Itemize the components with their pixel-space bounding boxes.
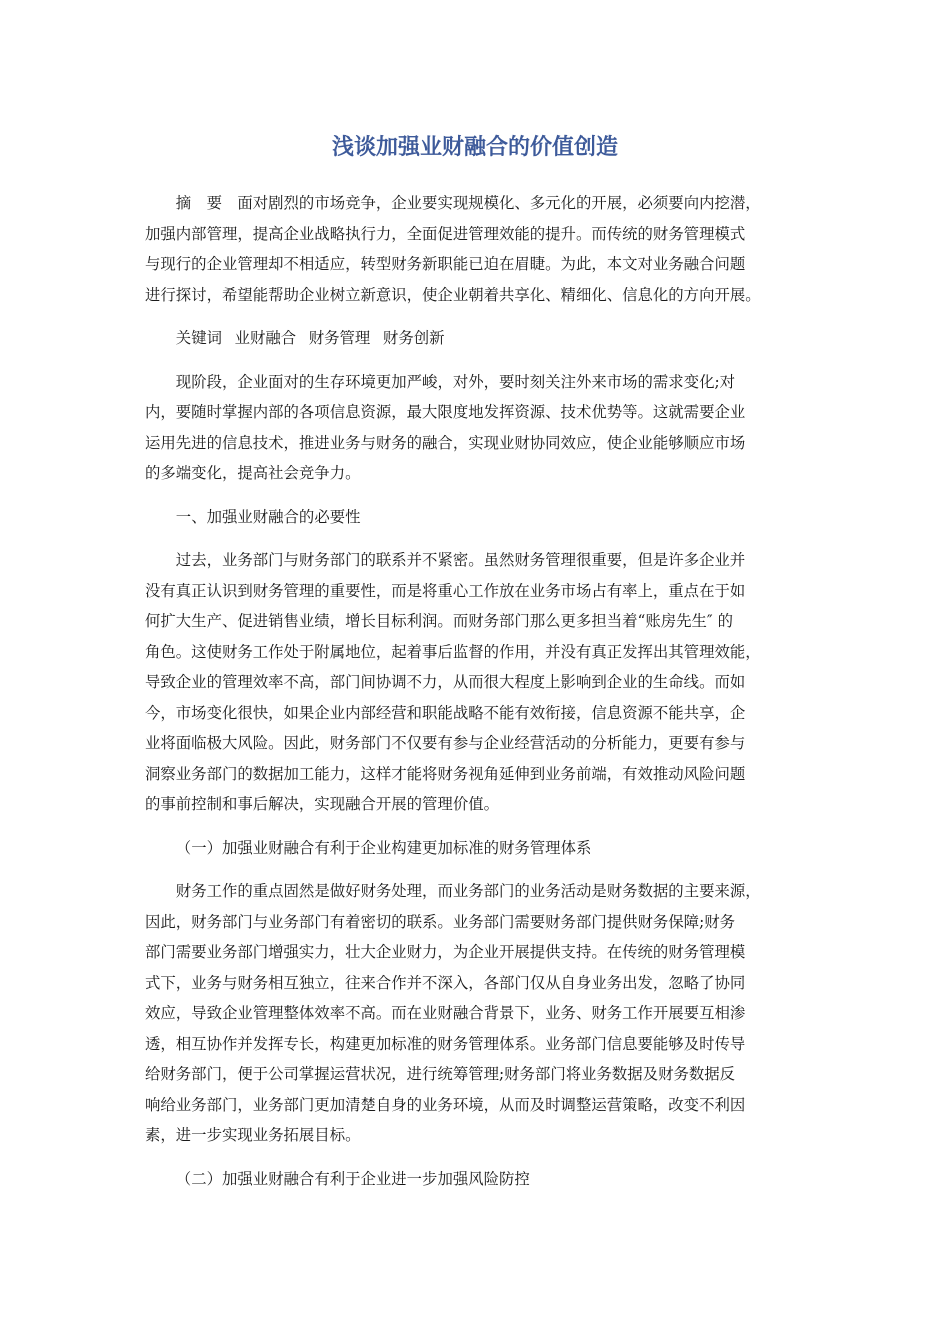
keywords-label: 关键词 <box>175 329 222 347</box>
text-line: 加强内部管理，提高企业战略执行力，全面促进管理效能的提升。而传统的财务管理模式 <box>145 224 746 243</box>
text-line: 式下，业务与财务相互独立，往来合作并不深入，各部门仅从自身业务出发，忽略了协同 <box>145 973 746 992</box>
subsection-heading: （二）加强业财融合有利于企业进一步加强风险防控 <box>175 1169 530 1188</box>
text-line: 摘 要 面对剧烈的市场竞争，企业要实现规模化、多元化的开展，必须要向内挖潜， <box>175 194 761 212</box>
text-line: 与现行的企业管理却不相适应，转型财务新职能已迫在眉睫。为此，本文对业务融合问题 <box>145 255 746 273</box>
text-line: 效应，导致企业管理整体效率不高。而在业财融合背景下，业务、财务工作开展要互相渗 <box>145 1004 746 1022</box>
text-line: 现阶段，企业面对的生存环境更加严峻，对外，要时刻关注外来市场的需求变化;对 <box>175 372 736 391</box>
text-line: 业将面临极大风险。因此，财务部门不仅要有参与企业经营活动的分析能力，更要有参与 <box>145 734 746 752</box>
text-line: 导致企业的管理效率不高，部门间协调不力，从而很大程度上影响到企业的生命线。而如 <box>145 673 746 691</box>
text-line: 内，要随时掌握内部的各项信息资源，最大限度地发挥资源、技术优势等。这就需要企业 <box>145 403 746 421</box>
text-line: 给财务部门，便于公司掌握运营状况，进行统筹管理;财务部门将业务数据及财务数据反 <box>145 1065 736 1083</box>
text-line: 响给业务部门，业务部门更加清楚自身的业务环境，从而及时调整运营策略，改变不利因 <box>145 1095 746 1114</box>
intro-paragraph <box>145 367 805 489</box>
text-line: 没有真正认识到财务管理的重要性，而是将重心工作放在业务市场占有率上，重点在于如 <box>145 581 746 600</box>
keyword: 财务管理 <box>308 329 371 347</box>
text-line: 的事前控制和事后解决，实现融合开展的管理价值。 <box>145 795 499 813</box>
text-line: 过去，业务部门与财务部门的联系并不紧密。虽然财务管理很重要，但是许多企业并 <box>175 551 746 569</box>
document-page <box>145 130 805 1207</box>
document-title: 浅谈加强业财融合的价值创造 <box>331 135 618 160</box>
text-line: 的多端变化，提高社会竞争力。 <box>145 464 361 482</box>
keyword: 财务创新 <box>382 329 445 347</box>
text-line: 角色。这使财务工作处于附属地位，起着事后监督的作用，并没有真正发挥出其管理效能， <box>145 642 761 661</box>
text-line: 素，进一步实现业务拓展目标。 <box>145 1126 361 1144</box>
text-line: 因此，财务部门与业务部门有着密切的联系。业务部门需要财务部门提供财务保障;财务 <box>145 912 736 931</box>
text-line: 进行探讨，希望能帮助企业树立新意识，使企业朝着共享化、精细化、信息化的方向开展。 <box>145 285 761 304</box>
subsection-heading: （一）加强业财融合有利于企业构建更加标准的财务管理体系 <box>175 838 592 857</box>
text-line: 何扩大生产、促进销售业绩，增长目标利润。而财务部门那么更多担当着“账房先生″ 的 <box>145 612 733 630</box>
text-line: 运用先进的信息技术，推进业务与财务的融合，实现业财协同效应，使企业能够顺应市场 <box>145 433 746 452</box>
abstract-paragraph <box>145 188 805 310</box>
text-line: 部门需要业务部门增强实力，壮大企业财力，为企业开展提供支持。在传统的财务管理模 <box>145 943 746 961</box>
section1-paragraph <box>145 545 805 820</box>
text-line: 透，相互协作并发挥专长，构建更加标准的财务管理体系。业务部门信息要能够及时传导 <box>145 1034 746 1053</box>
keyword: 业财融合 <box>234 329 297 347</box>
text-line: 财务工作的重点固然是做好财务处理，而业务部门的业务活动是财务数据的主要来源， <box>175 882 761 900</box>
text-line: 洞察业务部门的数据加工能力，这样才能将财务视角延伸到业务前端，有效推动风险问题 <box>145 764 746 783</box>
section-heading: 一、加强业财融合的必要性 <box>175 507 361 526</box>
subsection1-paragraph <box>145 876 805 1151</box>
keywords-line <box>145 323 805 354</box>
text-line: 今，市场变化很快，如果企业内部经营和职能战略不能有效衔接，信息资源不能共享，企 <box>145 703 746 722</box>
